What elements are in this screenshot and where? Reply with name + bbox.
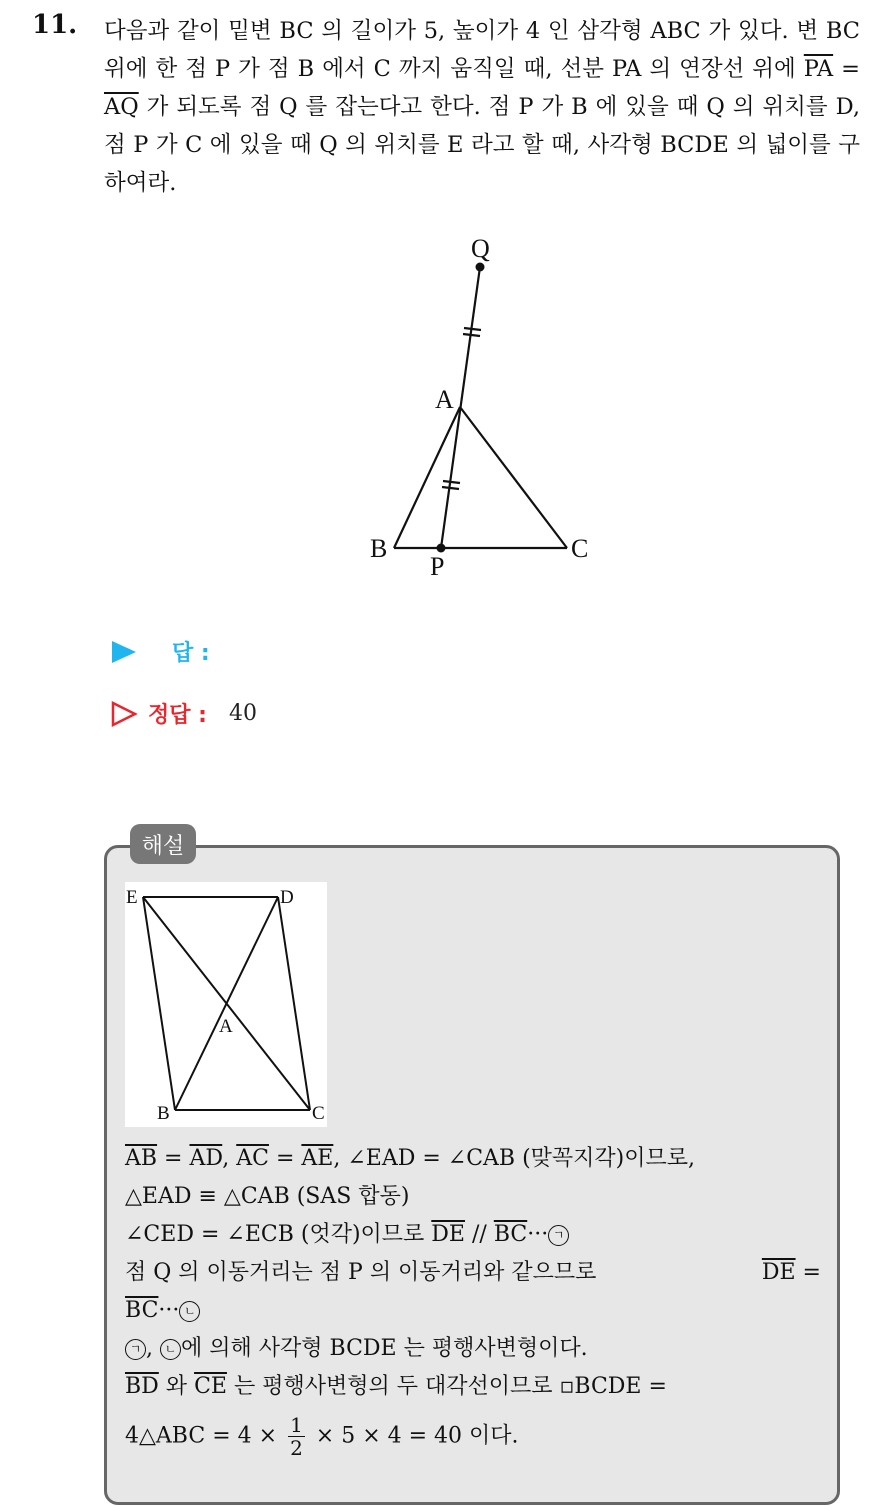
segment-bd: $\overline{BD}$ xyxy=(125,1374,159,1399)
question-number: 11. xyxy=(32,10,78,40)
parallel-sign: // xyxy=(465,1222,494,1247)
text: × 5 × 4 = 40 이다. xyxy=(308,1423,519,1449)
text: = xyxy=(268,1146,302,1171)
text: , xyxy=(146,1336,160,1361)
label-b: B xyxy=(157,1103,170,1124)
label-a: A xyxy=(435,385,454,414)
segment-ab: $\overline{AB}$ xyxy=(125,1146,158,1171)
solution-line-2: △EAD ≡ △CAB (SAS 합동) xyxy=(125,1184,410,1209)
text: ∠CED = ∠ECB (엇각)이므로 xyxy=(125,1222,432,1247)
question-text xyxy=(104,12,860,202)
circled-marker: ㄱ xyxy=(548,1225,569,1246)
label-c: C xyxy=(312,1103,325,1124)
point-q xyxy=(476,263,485,272)
question-text-part1: 다음과 같이 밑변 BC 의 길이가 5, 높이가 4 인 삼각형 ABC 가 있다. 변 BC 위에 한 점 P 가 점 B 에서 C 까지 움직일 때, 선분 PA 의 연장선 위에 xyxy=(104,18,860,82)
text: = xyxy=(795,1260,821,1285)
text: 점 Q 의 이동거리는 점 P 의 이동거리와 같으므로 xyxy=(125,1260,597,1285)
segment-ac: $\overline{AC}$ xyxy=(236,1146,269,1171)
fraction xyxy=(288,1414,305,1459)
label-d: D xyxy=(280,887,294,908)
segment-pa: $\overline{PA}$ xyxy=(803,56,834,82)
tick-mark xyxy=(463,334,480,336)
text: = xyxy=(157,1146,190,1171)
segment-ad: $\overline{AD}$ xyxy=(189,1146,223,1171)
text: , ∠EAD = ∠CAB (맞꼭지각)이므로, xyxy=(333,1146,696,1171)
parallelogram-figure xyxy=(125,882,327,1127)
segment-bc: $\overline{BC}$ xyxy=(493,1222,528,1247)
label-c: C xyxy=(571,534,589,563)
question-text-part2: 가 되도록 점 Q 를 잡는다고 한다. 점 P 가 B 에 있을 때 Q 의 위치를 D, 점 P 가 C 에 있을 때 Q 의 위치를 E 라고 할 때, 사각형 BCDE 의 넓이를 구하여라. xyxy=(104,94,860,196)
solution-line-7 xyxy=(125,1368,821,1406)
solution-label: 해설 xyxy=(130,824,196,864)
answer-row xyxy=(110,636,210,667)
label-p: P xyxy=(430,552,445,581)
label-e: E xyxy=(126,887,138,908)
filled-triangle-icon xyxy=(110,639,138,665)
solution-line-8 xyxy=(125,1414,821,1459)
tick-mark xyxy=(442,487,459,489)
solution-line-6 xyxy=(125,1330,821,1368)
segment-de: $\overline{DE}$ xyxy=(431,1222,465,1247)
denominator: 2 xyxy=(290,1436,303,1460)
solution-line-1 xyxy=(125,1140,821,1178)
label-a: A xyxy=(219,1016,233,1037)
segment-bc: $\overline{BC}$ xyxy=(125,1298,159,1323)
correct-answer-label: 정답 : xyxy=(148,703,207,728)
solution-line-3 xyxy=(125,1216,821,1254)
label-b: B xyxy=(370,534,388,563)
circled-marker: ㄱ xyxy=(125,1339,146,1360)
label-q: Q xyxy=(471,234,490,263)
segment-aq: $\overline{AQ}$ xyxy=(104,94,139,120)
triangle-figure xyxy=(360,225,620,585)
segment-ce: $\overline{CE}$ xyxy=(194,1374,227,1399)
answer-label: 답 : xyxy=(172,641,210,666)
tick-mark xyxy=(443,481,460,483)
text: 에 의해 사각형 BCDE 는 평행사변형이다. xyxy=(181,1336,588,1361)
text: , xyxy=(222,1146,237,1171)
correct-answer-value: 40 xyxy=(228,701,257,726)
circled-marker: ㄴ xyxy=(179,1301,200,1322)
numerator: 1 xyxy=(290,1413,303,1437)
equals-sign: = xyxy=(833,56,860,82)
segment-de: $\overline{DE}$ xyxy=(761,1260,796,1285)
outline-triangle-icon xyxy=(110,700,138,728)
tick-mark xyxy=(464,328,481,330)
text: 와 xyxy=(158,1374,195,1399)
side-ac xyxy=(460,407,567,548)
text: ··· xyxy=(527,1222,549,1247)
circled-marker: ㄴ xyxy=(160,1339,181,1360)
correct-answer-row xyxy=(110,698,257,729)
text: 4△ABC = 4 × xyxy=(125,1423,285,1449)
solution-text xyxy=(125,1140,821,1459)
segment-ae: $\overline{AE}$ xyxy=(301,1146,334,1171)
solution-line-4 xyxy=(125,1254,821,1292)
solution-line-5 xyxy=(125,1292,821,1330)
text: 는 평행사변형의 두 대각선이므로 ▫BCDE = xyxy=(226,1374,667,1399)
text: ··· xyxy=(158,1298,180,1323)
